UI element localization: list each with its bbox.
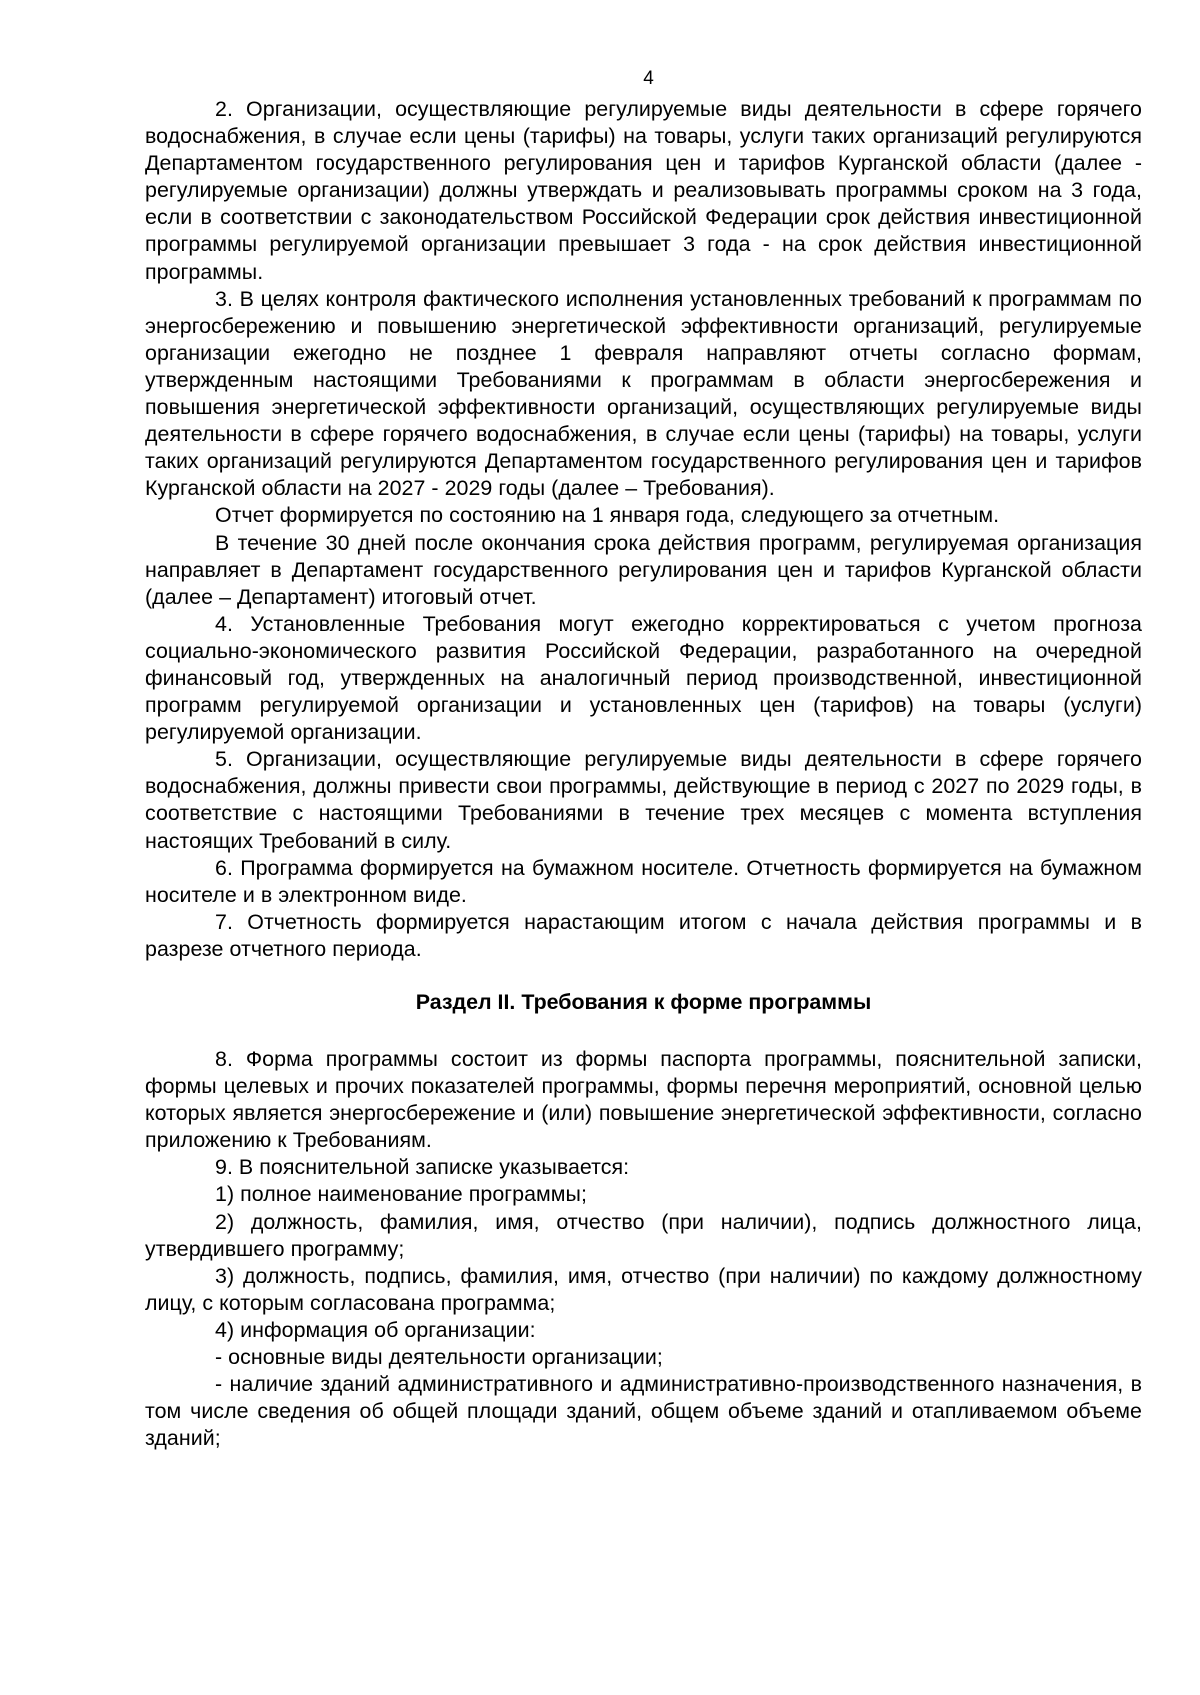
paragraph-3-report-date: Отчет формируется по состоянию на 1 января года, следующего за отчетным. — [215, 503, 1000, 528]
list-item-3: 3) должность, подпись, фамилия, имя, отчество (при наличии) по каждому должностному лицу, с которым согласована программа; — [145, 1263, 1142, 1315]
paragraph-5: 5. Организации, осуществляющие регулируемые виды деятельности в сфере горячего водоснабжения, должны привести свои программы, действующие в период с 2027 по 2029 годы, в соответствие с настоящими Требованиями в течение трех месяцев с момента вступления настоящих Требований в силу. — [145, 747, 1142, 853]
list-item-4: 4) информация об организации: — [215, 1317, 536, 1342]
sub-item-buildings: - наличие зданий административного и административно-производственного назначения, в том числе сведения об общей площади зданий, общем объеме зданий и отапливаемом объеме зданий; — [145, 1372, 1142, 1451]
paragraph-8: 8. Форма программы состоит из формы паспорта программы, пояснительной записки, формы целевых и прочих показателей программы, формы перечня мероприятий, основной целью которых является энергосбережение и (или) повышение энергетической эффективности, согласно приложению к Требованиям. — [145, 1047, 1142, 1153]
sub-item-activities: - основные виды деятельности организации; — [215, 1345, 663, 1370]
list-item-2: 2) должность, фамилия, имя, отчество (при наличии), подпись должностного лица, утвердившего программу; — [145, 1209, 1142, 1261]
paragraph-3-final-report: В течение 30 дней после окончания срока действия программ, регулируемая организация направляет в Департамент государственного регулирования цен и тарифов Курганской области (далее – Департамент) итоговый отчет. — [145, 530, 1142, 609]
paragraph-6: 6. Программа формируется на бумажном носителе. Отчетность формируется на бумажном носителе и в электронном виде. — [145, 855, 1142, 907]
paragraph-3: 3. В целях контроля фактического исполнения установленных требований к программам по энергосбережению и повышению энергетической эффективности организаций, регулируемые организации ежегодно не позднее 1 февраля направляют отчеты согласно формам, утвержденным настоящими Требованиями к программам в области энергосбережения и повышения энергетической эффективности организаций, осуществляющих регулируемые виды деятельности в сфере горячего водоснабжения, в случае если цены (тарифы) на товары, услуги таких организаций регулируются Департаментом государственного регулирования цен и тарифов Курганской области на 2027 - 2029 годы (далее – Требования). — [145, 286, 1142, 501]
paragraph-7: 7. Отчетность формируется нарастающим итогом с начала действия программы и в разрезе отчетного периода. — [145, 909, 1142, 961]
section-body-top — [145, 96, 1142, 963]
section-heading: Раздел II. Требования к форме программы — [415, 990, 872, 1014]
page-number: 4 — [643, 68, 654, 89]
list-item-1: 1) полное наименование программы; — [215, 1182, 587, 1207]
paragraph-9: 9. В пояснительной записке указывается: — [215, 1155, 630, 1180]
section-body-bottom — [145, 1046, 1142, 1452]
paragraph-2: 2. Организации, осуществляющие регулируемые виды деятельности в сфере горячего водоснабжения, в случае если цены (тарифы) на товары, услуги таких организаций регулируются Департаментом государственного регулирования цен и тарифов Курганской области (далее - регулируемые организации) должны утверждать и реализовывать программы сроком на 3 года, если в соответствии с законодательством Российской Федерации срок действия инвестиционной программы регулируемой организации превышает 3 года - на срок действия инвестиционной программы. — [145, 97, 1142, 284]
paragraph-4: 4. Установленные Требования могут ежегодно корректироваться с учетом прогноза социально-экономического развития Российской Федерации, разработанного на очередной финансовый год, утвержденных на аналогичный период производственной, инвестиционной программ регулируемой организации и установленных цен (тарифов) на товары (услуги) регулируемой организации. — [145, 611, 1142, 745]
